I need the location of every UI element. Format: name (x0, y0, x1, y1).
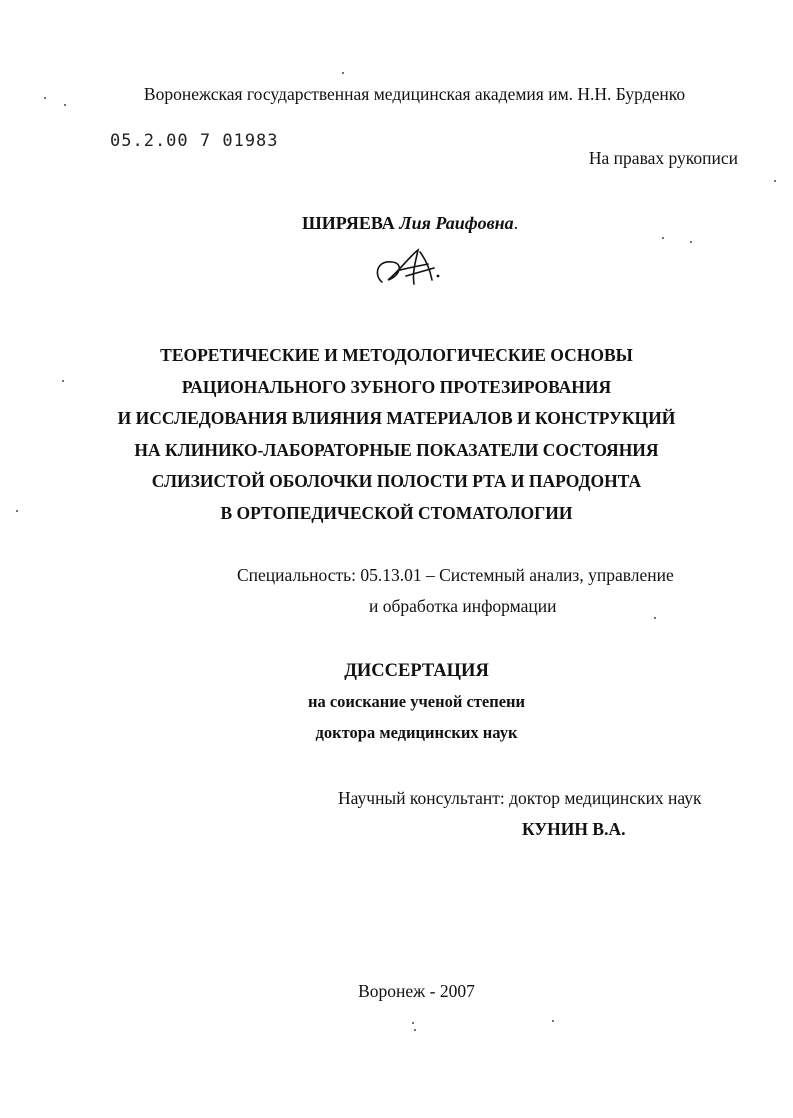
scan-speck (64, 104, 66, 106)
author-surname: ШИРЯЕВА (302, 213, 395, 233)
dissertation-title (0, 340, 793, 529)
scan-speck (16, 510, 18, 512)
title-line: СЛИЗИСТОЙ ОБОЛОЧКИ ПОЛОСТИ РТА И ПАРОДОНТА (151, 471, 642, 491)
manuscript-rights-note: На правах рукописи (588, 148, 738, 168)
title-line: РАЦИОНАЛЬНОГО ЗУБНОГО ПРОТЕЗИРОВАНИЯ (181, 376, 612, 397)
scan-speck (414, 1029, 416, 1031)
author-given-names: Лия Раифовна (399, 213, 514, 233)
scan-speck (690, 241, 692, 243)
author-name (302, 213, 518, 234)
title-line: ТЕОРЕТИЧЕСКИЕ И МЕТОДОЛОГИЧЕСКИЕ ОСНОВЫ (160, 345, 633, 365)
scan-speck (342, 72, 344, 74)
title-line: НА КЛИНИКО-ЛАБОРАТОРНЫЕ ПОКАЗАТЕЛИ СОСТОЯНИЯ (134, 439, 659, 460)
scan-speck (44, 97, 46, 99)
degree-line: на соискание ученой степени (307, 692, 526, 711)
scan-speck (62, 380, 64, 382)
handwritten-signature (370, 246, 450, 288)
degree-line: доктора медицинских наук (315, 723, 518, 742)
scan-speck (552, 1020, 554, 1022)
scan-speck (662, 237, 664, 239)
institution-name: Воронежская государственная медицинская академия им. Н.Н. Бурденко (143, 84, 686, 104)
title-line: В ОРТОПЕДИЧЕСКОЙ СТОМАТОЛОГИИ (220, 502, 573, 523)
author-period: . (513, 213, 519, 233)
scan-speck (774, 180, 776, 182)
specialty-line: Специальность: 05.13.01 – Системный анализ, управление (237, 565, 674, 585)
city-year: Воронеж - 2007 (358, 981, 475, 1001)
scientific-consultant-label: Научный консультант: доктор медицинских наук (338, 788, 702, 808)
scan-speck (654, 617, 656, 619)
specialty-line-continued: и обработка информации (369, 596, 557, 616)
document-type-heading: ДИССЕРТАЦИЯ (344, 661, 489, 681)
archive-code-stamp: 05.2.00 7 01983 (110, 131, 279, 151)
scan-speck (412, 1022, 414, 1024)
scientific-consultant-name: КУНИН В.А. (522, 819, 626, 839)
title-line: И ИССЛЕДОВАНИЯ ВЛИЯНИЯ МАТЕРИАЛОВ И КОНСТРУКЦИЙ (117, 408, 676, 428)
